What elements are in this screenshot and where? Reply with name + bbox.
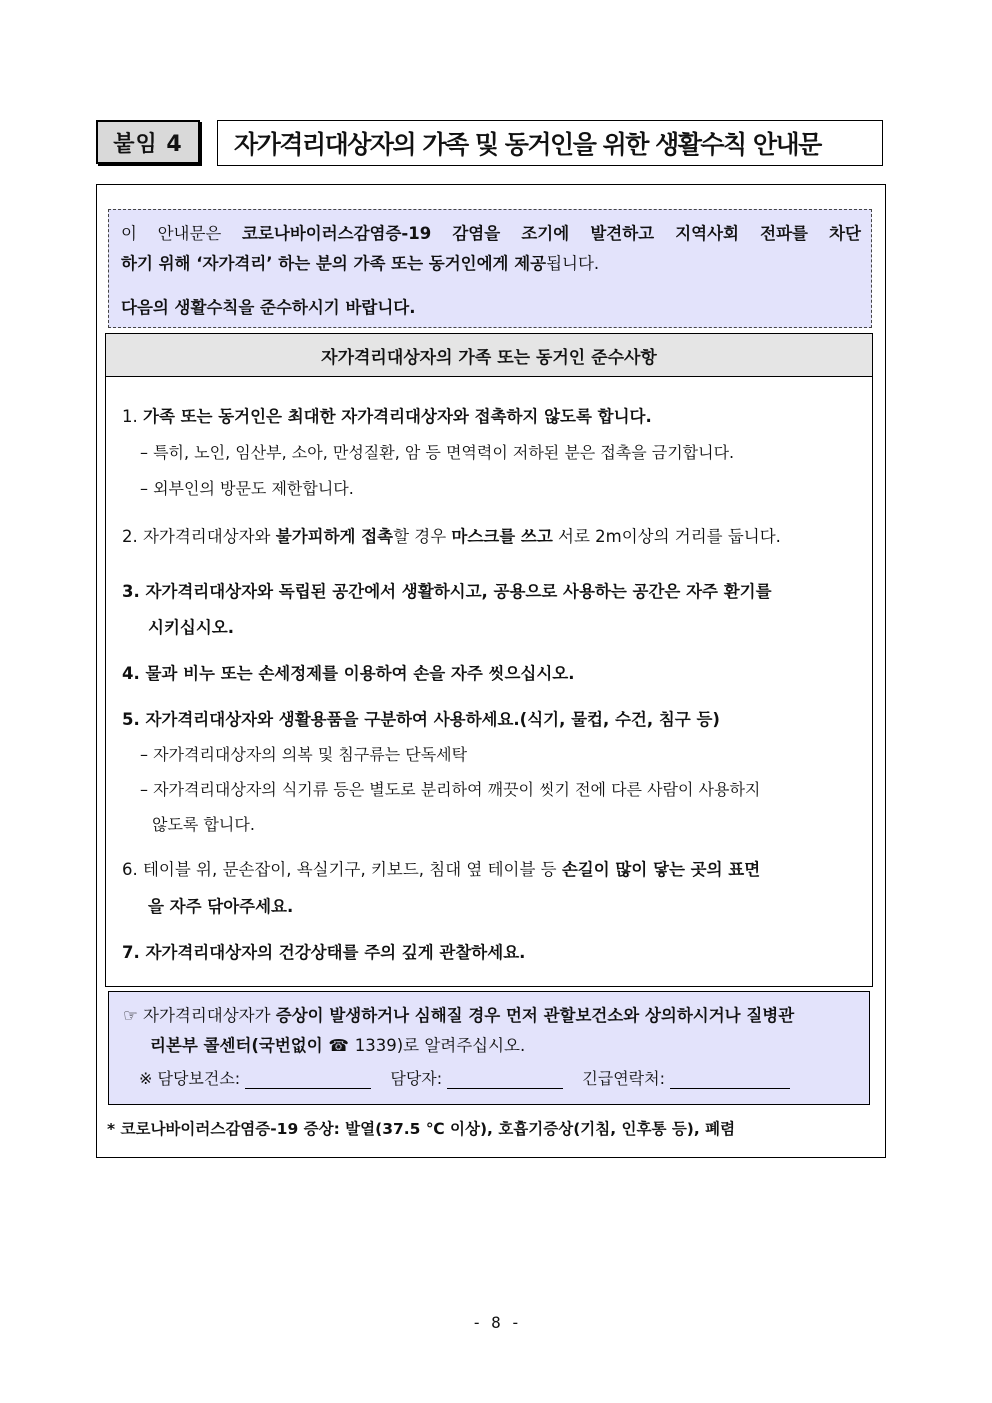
content-frame xyxy=(96,184,886,1158)
intro-line-2: 하기 위해 ‘자가격리’ 하는 분의 가족 또는 동거인에게 제공됩니다. xyxy=(121,254,600,273)
symptom-footnote: * 코로나바이러스감염증-19 증상: 발열(37.5 ℃ 이상), 호흡기증상(기침, 인후통 등), 폐렴 xyxy=(107,1120,736,1138)
intro-line-1: 이 안내문은 코로나바이러스감염증-19 감염을 조기에 발견하고 지역사회 전파를 차단 xyxy=(121,224,861,243)
contact-notice-box xyxy=(108,991,870,1105)
rule-3-line-1: 3. 자가격리대상자와 독립된 공간에서 생활하시고, 공용으로 사용하는 공간은 자주 환기를 xyxy=(122,582,772,601)
intro-line-3: 다음의 생활수칙을 준수하시기 바랍니다. xyxy=(121,298,416,317)
rule-7: 7. 자가격리대상자의 건강상태를 주의 깊게 관찰하세요. xyxy=(122,943,526,962)
document-title: 자가격리대상자의 가족 및 동거인을 위한 생활수칙 안내문 xyxy=(217,120,883,166)
document-header xyxy=(96,120,884,166)
page-number: - 8 - xyxy=(471,1313,521,1332)
health-center-label: ※ 담당보건소: xyxy=(139,1069,241,1088)
rule-3-line-2: 시키십시오. xyxy=(148,618,234,637)
rule-1: 1. 가족 또는 동거인은 최대한 자가격리대상자와 접촉하지 않도록 합니다. xyxy=(122,407,652,426)
rule-5-sub-1: – 자가격리대상자의 의복 및 침구류는 단독세탁 xyxy=(140,745,468,764)
rule-1-sub-1: – 특히, 노인, 임산부, 소아, 만성질환, 암 등 면역력이 저하된 분은 접촉을 금기합니다. xyxy=(140,443,735,462)
emergency-contact-field[interactable] xyxy=(670,1072,790,1089)
rules-box xyxy=(105,333,873,987)
contact-fields xyxy=(139,1066,790,1089)
rule-6-line-1: 6. 테이블 위, 문손잡이, 욕실기구, 키보드, 침대 옆 테이블 등 손길이 많이 닿는 곳의 표면 xyxy=(122,860,761,879)
notice-line-1: ☞ 자가격리대상자가 증상이 발생하거나 심해질 경우 먼저 관할보건소와 상의하시거나 질병관 xyxy=(123,1006,795,1025)
contact-person-field[interactable] xyxy=(447,1072,563,1089)
rule-5-sub-2-line-2: 않도록 합니다. xyxy=(152,815,255,834)
rule-5: 5. 자가격리대상자와 생활용품을 구분하여 사용하세요.(식기, 물컵, 수건, 침구 등) xyxy=(122,710,720,729)
rule-5-sub-2-line-1: – 자가격리대상자의 식기류 등은 별도로 분리하여 깨끗이 씻기 전에 다른 사람이 사용하지 xyxy=(140,780,761,799)
attachment-tag: 붙임 4 xyxy=(96,120,200,164)
notice-line-2: 리본부 콜센터(국번없이 ☎ 1339)로 알려주십시오. xyxy=(150,1036,526,1055)
rule-1-sub-2: – 외부인의 방문도 제한합니다. xyxy=(140,479,354,498)
rules-heading: 자가격리대상자의 가족 또는 동거인 준수사항 xyxy=(106,334,872,377)
rule-6-line-2: 을 자주 닦아주세요. xyxy=(148,897,294,916)
health-center-field[interactable] xyxy=(245,1072,371,1089)
intro-box xyxy=(108,209,872,328)
emergency-contact-label: 긴급연락처: xyxy=(582,1069,665,1088)
rule-2: 2. 자가격리대상자와 불가피하게 접촉할 경우 마스크를 쓰고 서로 2m이상의 거리를 둡니다. xyxy=(122,527,781,546)
contact-person-label: 담당자: xyxy=(390,1069,443,1088)
rule-4: 4. 물과 비누 또는 손세정제를 이용하여 손을 자주 씻으십시오. xyxy=(122,664,575,683)
